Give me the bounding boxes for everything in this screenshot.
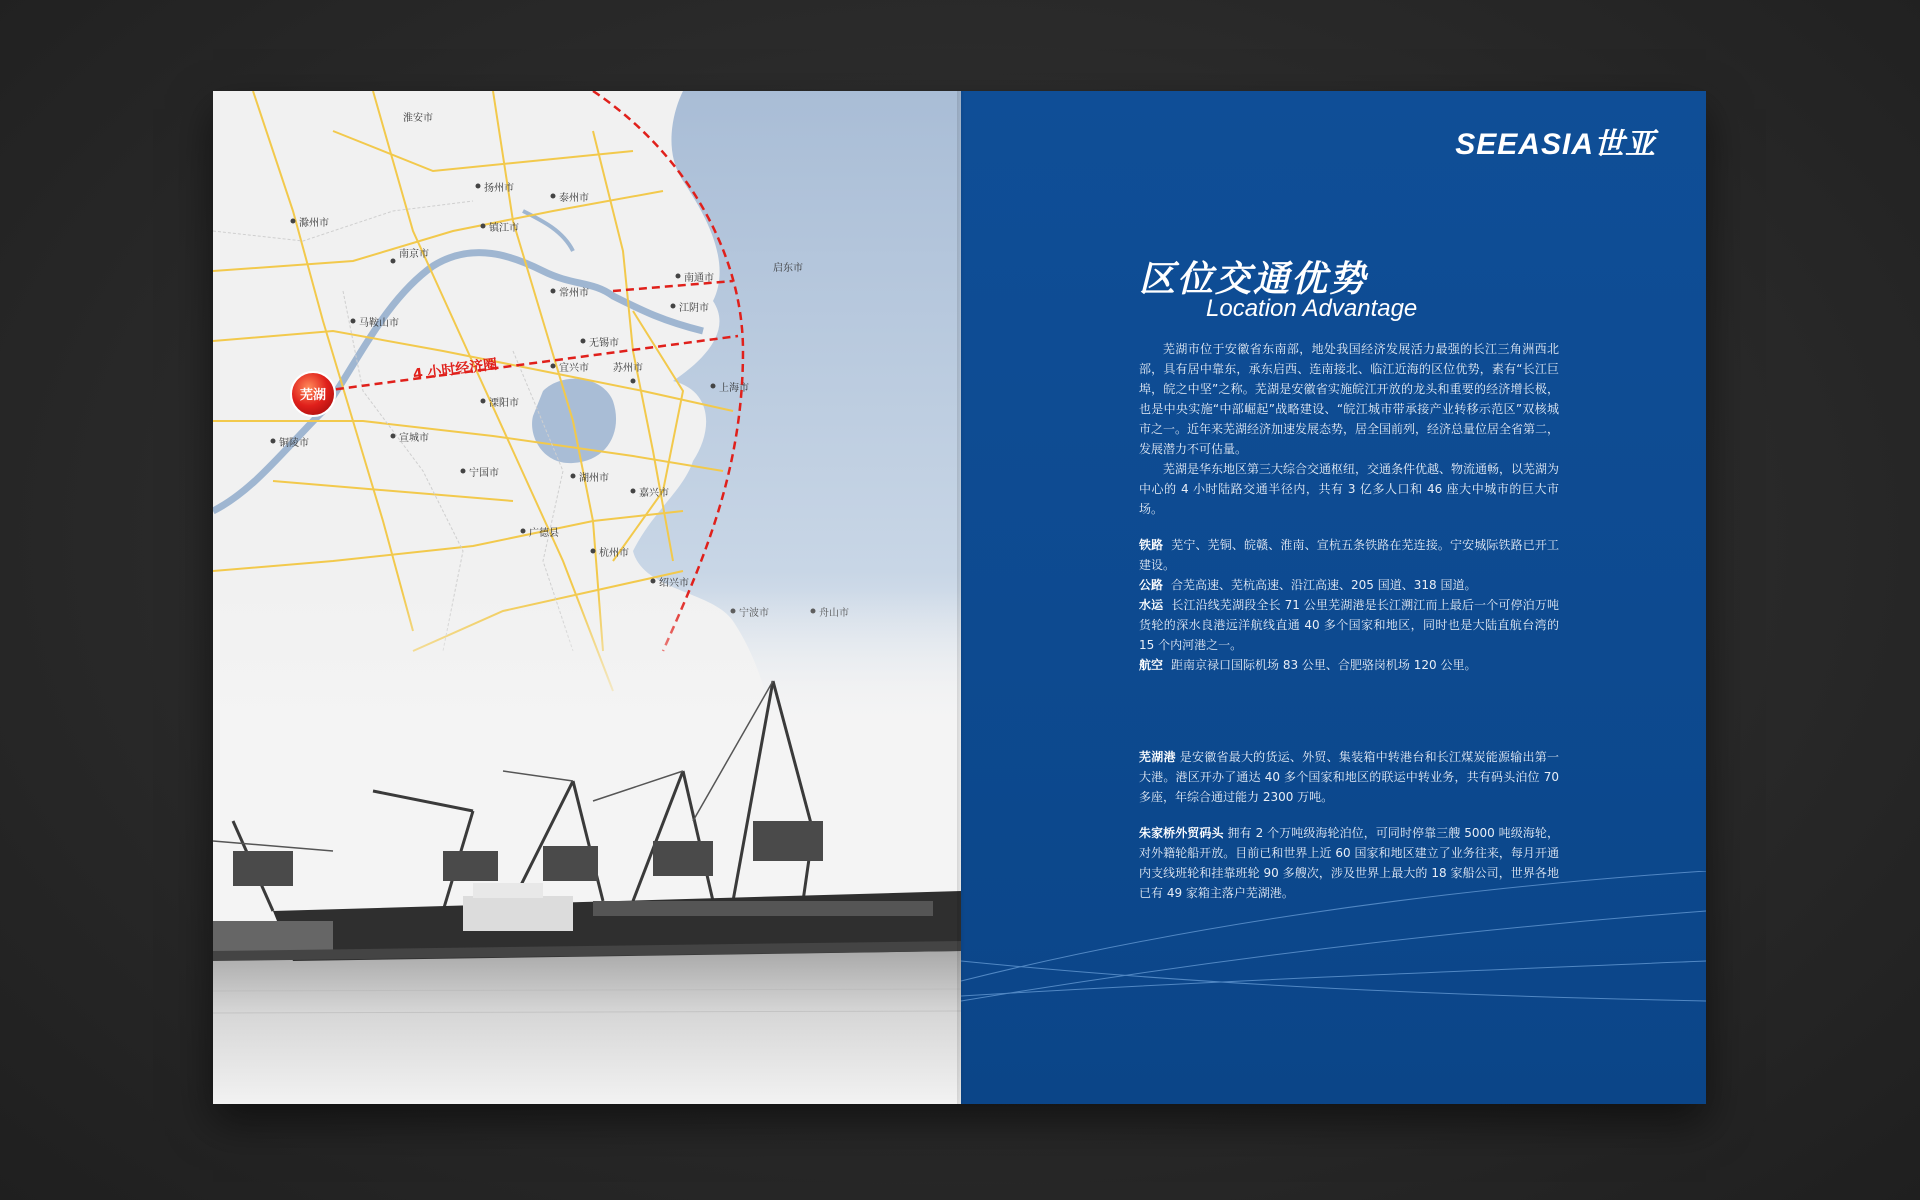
intro-paragraph: 芜湖是华东地区第三大综合交通枢纽，交通条件优越、物流通畅，以芜湖为中心的 4 小时陆路交通半径内，共有 3 亿多人口和 46 座大中城市的巨大市场。 [1139,462,1560,516]
port-wuhu: 芜湖港 是安徽省最大的货运、外贸、集装箱中转港台和长江煤炭能源输出第一大港。港区开办了通达 40 多个国家和地区的联运中转业务，共有码头泊位 70 多座，年综合通过能力 2300 万吨。 [1139,750,1559,804]
transport-item-road: 公路 合芜高速、芜杭高速、沿江高速、205 国道、318 国道。 [1139,578,1477,592]
brochure-spread [213,91,1706,1104]
transport-item-water: 水运 长江沿线芜湖段全长 71 公里芜湖港是长江溯江而上最后一个可停泊万吨货轮的深水良港远洋航线直通 40 多个国家和地区，同时也是大陆直航台湾的 15 个内河港之一。 [1139,598,1559,652]
decorative-lines [961,871,1706,1011]
left-page [213,91,961,1104]
transport-item-air: 航空 距南京禄口国际机场 83 公里、合肥骆岗机场 120 公里。 [1139,658,1477,672]
regional-map [213,91,961,731]
section-title: 区位交通优势 [1139,259,1368,300]
right-page [961,91,1706,1104]
section-subtitle: Location Advantage [1206,295,1418,322]
port-zhujiaqiao: 朱家桥外贸码头 拥有 2 个万吨级海轮泊位，可同时停靠三艘 5000 吨级海轮，对外籍轮船开放。目前已和世界上近 60 国家和地区建立了业务往来，每月开通内支线班轮和挂靠班轮 90 多艘次，涉及世界上最大的 18 家船公司，世界各地已有 49 家箱主落户芜湖港。 [1139,826,1559,900]
brand-logo: SEEASIA世亚 [1455,128,1656,161]
intro-paragraph: 芜湖市位于安徽省东南部，地处我国经济发展活力最强的长江三角洲西北部，具有居中靠东，承东启西、连南接北、临江近海的区位优势，素有“长江巨埠，皖之中坚”之称。芜湖是安徽省实施皖江开放的龙头和重要的经济增长极，也是中央实施“中部崛起”战略建设、“皖江城市带承接产业转移示范区”双核城市之一。近年来芜湖经济加速发展态势，居全国前列，经济总量位居全省第二，发展潜力不可估量。 [1139,342,1560,456]
transport-item-rail: 铁路 芜宁、芜铜、皖赣、淮南、宣杭五条铁路在芜连接。宁安城际铁路已开工建设。 [1139,538,1559,572]
body-text [1139,339,1559,903]
port-cranes-photo [213,651,961,1104]
